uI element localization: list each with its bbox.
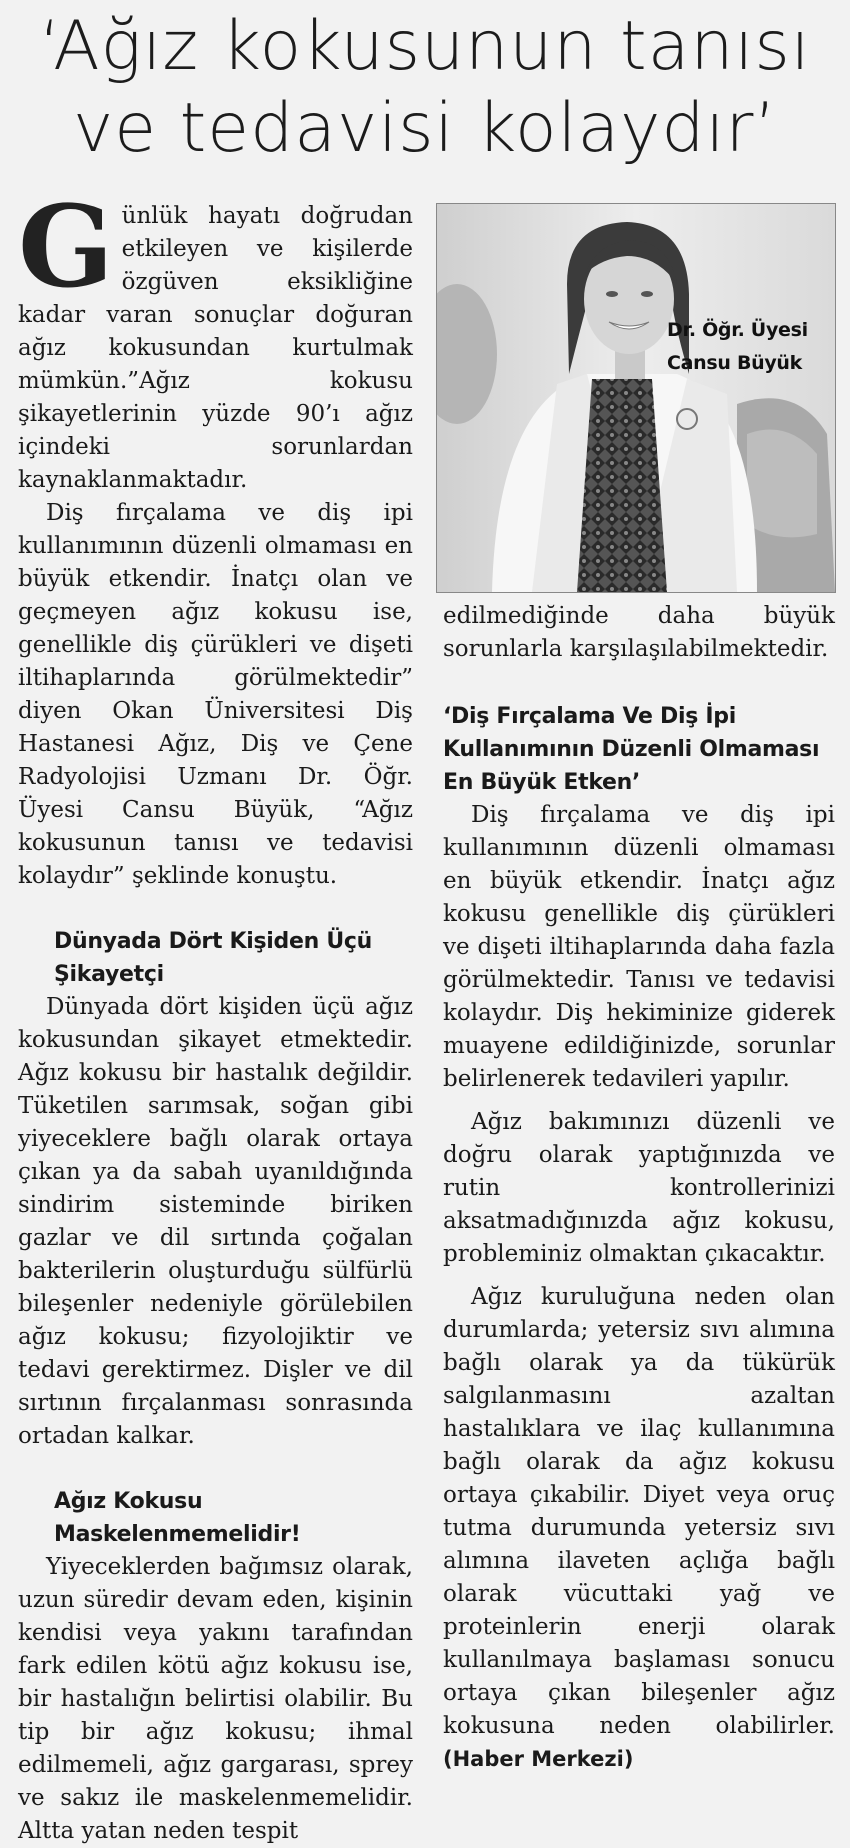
paragraph-quote: Diş fırçalama ve diş ipi kullanımının düzenli olmaması en büyük etkendir. İnatçı olan ve geçmeyen ağız kokusu ise, genellikle diş çürükleri ve dişeti iltihaplarında görülmektedir” diyen Okan Üniversitesi Diş Hastanesi Ağız, Diş ve Çene Radyolojisi Uzmanı Dr. Öğr. Üyesi Cansu Büyük, “Ağız kokusunun tanısı ve tedavisi kolaydır” şeklinde konuştu. [18, 500, 413, 889]
right-column-continuation [443, 600, 835, 666]
caption-title: Dr. Öğr. Üyesi [667, 319, 808, 341]
paragraph-intro-text: ünlük hayatı doğrudan etkileyen ve kişilerde özgüven eksikliğine kadar varan sonuçlar doğuran ağız kokusundan kurtulmak mümkün.”Ağız kokusu şikayetlerinin yüzde 90’ı ağız içindeki sorunlardan kaynaklanmaktadır. [18, 203, 413, 493]
paragraph-oral-care: Ağız bakımınızı düzenli ve doğru olarak yaptığınızda ve rutin kontrollerinizi aksatmadığınızda ağız kokusu, probleminiz olmaktan çıkacaktır. [443, 1109, 835, 1267]
subheading-masking: Ağız Kokusu Maskelenmemelidir! [54, 1489, 301, 1547]
paragraph-intro [18, 182, 413, 497]
subheading-world: Dünyada Dört Kişiden Üçü Şikayetçi [54, 929, 373, 987]
paragraph-dry-mouth [443, 1281, 835, 1776]
paragraph-masking-continued: edilmediğinde daha büyük sorunlarla karşılaşılabilmektedir. [443, 603, 835, 662]
paragraph-world: Dünyada dört kişiden üçü ağız kokusundan şikayet etmektedir. Ağız kokusu bir hastalık değildir. Tüketilen sarımsak, soğan gibi yiyeceklere bağlı olarak ortaya çıkan ya da sabah uyanıldığında sindirim sisteminde biriken gazlar ve dil sırtında çoğalan bakterilerin oluşturduğu sülfürlü bileşenler nedeniyle görülebilen ağız kokusu; fizyolojiktir ve tedavi gerektirmez. Dişler ve dil sırtının fırçalanması sonrasında ortadan kalkar. [18, 994, 413, 1449]
drop-cap: G [18, 182, 114, 313]
left-column [18, 182, 413, 1848]
portrait-illustration [437, 204, 835, 592]
paragraph-brushing: Diş fırçalama ve diş ipi kullanımının düzenli olmaması en büyük etkendir. İnatçı ağız kokusu genellikle diş çürükleri ve dişeti iltihaplarında daha fazla görülmektedir. Tanısı ve tedavisi kolaydır. Diş hekiminize giderek muayene edildiğinizde, sorunlar belirlenerek tedavileri yapılır. [443, 802, 835, 1092]
caption-name: Cansu Büyük [667, 352, 802, 374]
headline-line-2: ve tedavisi kolaydır’ [72, 89, 778, 168]
subheading-brushing: ‘Diş Fırçalama Ve Diş İpi Kullanımının Düzenli Olmaması En Büyük Etken’ [443, 704, 820, 795]
headline-line-1: ‘Ağız kokusunun tanısı [39, 7, 811, 86]
portrait-photo [436, 203, 836, 593]
paragraph-dry-mouth-text: Ağız kuruluğuna neden olan durumlarda; yetersiz sıvı alımına bağlı olarak ya da tükürük salgılanmasını azaltan hastalıklara ve ilaç kullanımına bağlı olarak da ağız kokusu ortaya çıkabilir. Diyet veya oruç tutma durumunda yetersiz sıvı alımına ilaveten açlığa bağlı olarak vücuttaki yağ ve proteinlerin enerji olarak kullanılmaya başlaması sonucu ortaya çıkan bileşenler ağız kokusuna neden olabilirler. [443, 1284, 835, 1739]
paragraph-masking: Yiyeceklerden bağımsız olarak, uzun süredir devam eden, kişinin kendisi veya yakını tarafından fark edilen kötü ağız kokusu ise, bir hastalığın belirtisi olabilir. Bu tip bir ağız kokusu; ihmal edilmemeli, ağız gargarası, sprey ve sakız ile maskelenmemelidir. Altta yatan neden tespit [18, 1554, 413, 1844]
photo-caption [667, 314, 827, 380]
right-column [443, 700, 835, 1776]
headline [0, 6, 850, 170]
source-credit: (Haber Merkezi) [443, 1747, 634, 1771]
